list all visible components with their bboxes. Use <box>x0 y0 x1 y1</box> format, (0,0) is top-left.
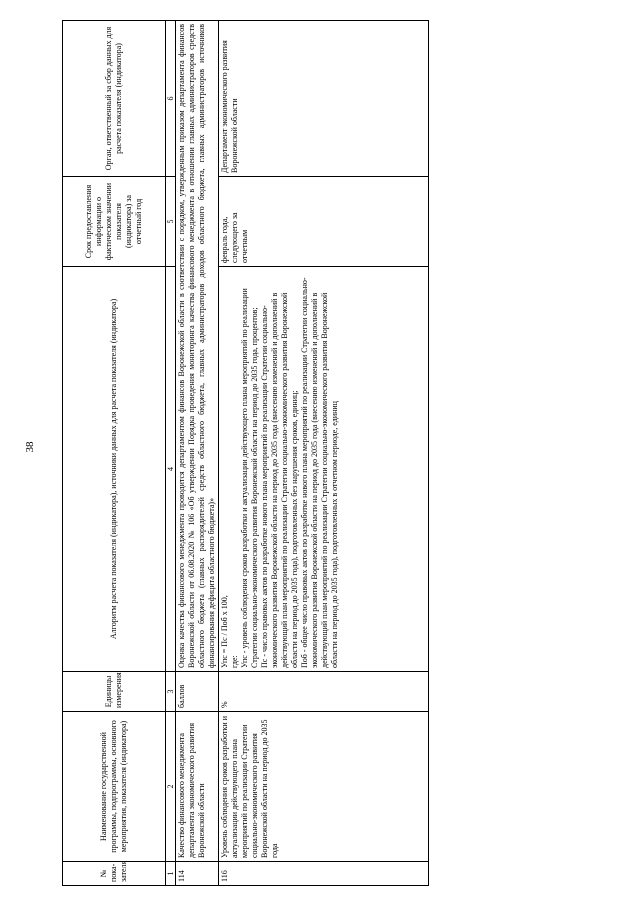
row-name: Качество финансового менеджмента департамента экономического развития Воронежской области <box>176 712 219 862</box>
column-number: 1 <box>166 862 176 886</box>
indicators-table <box>62 20 429 886</box>
header-unit: Единицы измерения <box>63 672 166 712</box>
table-row <box>176 21 219 886</box>
row-name: Уровень соблюдения сроков разработки и актуализации действующего плана мероприятий по реализации Стратегии социально-экономического развития Воронежской области на период до 2035 года <box>219 712 429 862</box>
header-algorithm: Алгоритм расчета показателя (индикатора), источники данных для расчета показателя (индикатора) <box>63 267 166 672</box>
table-header-row <box>63 21 166 886</box>
column-number: 5 <box>166 177 176 267</box>
header-number: № пока-зателя <box>63 862 166 886</box>
rotated-table-wrapper <box>62 21 537 886</box>
row-algorithm <box>219 267 429 672</box>
row-algorithm: Оценка качества финансового менеджмента проводится департаментом финансов Воронежской области в соответствии с порядком, утвержденным приказом департамента финансов Воронежской области от 06.08.2020 № 106 «Об утверждении Порядка проведения мониторинга качества финансового менеджмента в отношении главных администраторов средств областного бюджета (главных распорядителей средств областного бюджета, главных администраторов доходов областного бюджета, главных администраторов источников финансирования дефицита областного бюджета)» <box>176 21 219 672</box>
row-organ: Департамент экономического развития Воронежской области <box>219 21 429 177</box>
column-number: 3 <box>166 672 176 712</box>
algorithm-line: где: <box>230 655 239 668</box>
column-number: 4 <box>166 267 176 672</box>
column-number-row <box>166 21 176 886</box>
algorithm-line: Поб - общее число правовых актов по разработке нового плана мероприятий по реализации Стратегии социально-экономического развития Воронежской области на период до 2035 года (внесению изменений и дополнений в действующий план мероприятий по реализации Стратегии социально-экономического развития Воронежской области на период до 2035 года), подготовленных в отчетном периоде, единиц <box>300 277 339 668</box>
header-deadline: Срок предоставления информации о фактическом значении показателя (индикатора) за отчетный год <box>63 177 166 267</box>
header-organ: Орган, ответственный за сбор данных для расчета показателя (индикатора) <box>63 21 166 177</box>
row-deadline: февраль года, следующего за отчетным <box>219 177 429 267</box>
row-number: 114 <box>176 862 219 886</box>
algorithm-line: Упс - уровень соблюдения сроков разработки и актуализации действующего плана мероприятий по реализации Стратегии социально-экономического развития Воронежской области на период до 2035 года, процентов; <box>240 288 259 668</box>
row-unit: % <box>219 672 429 712</box>
page-number: 38 <box>24 441 36 453</box>
header-name: Наименование государственной программы, подпрограммы, основного мероприятия, показателя (индикатора) <box>63 712 166 862</box>
table-row <box>219 21 429 886</box>
row-unit: баллов <box>176 672 219 712</box>
column-number: 6 <box>166 21 176 177</box>
column-number: 2 <box>166 712 176 862</box>
row-number: 116 <box>219 862 429 886</box>
algorithm-line: Упс = Пс / Поб х 100, <box>220 595 229 668</box>
algorithm-line: Пс - число правовых актов по разработке нового плана мероприятий по реализации Стратегии социально-экономического развития Воронежской области на период до 2035 года (внесению изменений и дополнений в действующий план мероприятий по реализации Стратегии социально-экономического развития Воронежской области на период до 2035 года), подготовленных без нарушения сроков, единиц; <box>260 292 299 668</box>
